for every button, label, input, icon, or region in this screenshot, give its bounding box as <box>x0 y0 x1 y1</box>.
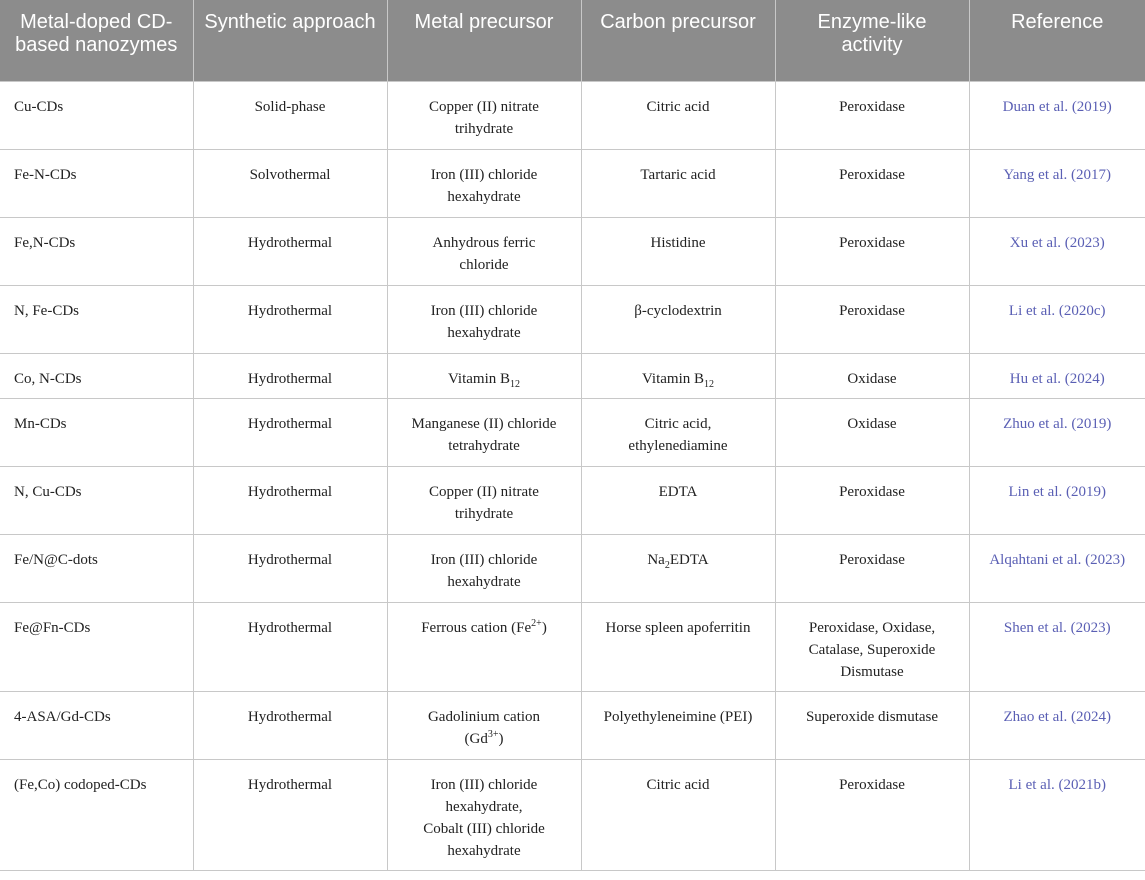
metal-precursor-cell: Iron (III) chloride hexahydrate <box>387 149 581 217</box>
approach-cell: Hydrothermal <box>193 398 387 466</box>
approach-cell: Solvothermal <box>193 149 387 217</box>
table-row <box>0 149 1145 217</box>
reference-link[interactable]: Hu et al. (2024) <box>969 353 1145 398</box>
table-row <box>0 81 1145 149</box>
table-body <box>0 81 1145 870</box>
carbon-precursor-cell: β-cyclodextrin <box>581 285 775 353</box>
carbon-precursor-cell: Citric acid, ethylenediamine <box>581 398 775 466</box>
activity-cell: Peroxidase <box>775 285 969 353</box>
activity-cell: Superoxide dismutase <box>775 691 969 759</box>
reference-link[interactable]: Alqahtani et al. (2023) <box>969 534 1145 602</box>
nanozyme-cell: Fe/N@C-dots <box>0 534 193 602</box>
metal-precursor-cell: Copper (II) nitrate trihydrate <box>387 466 581 534</box>
carbon-precursor-cell: Polyethyleneimine (PEI) <box>581 691 775 759</box>
metal-precursor-cell: Manganese (II) chloride tetrahydrate <box>387 398 581 466</box>
approach-cell: Hydrothermal <box>193 759 387 870</box>
reference-link[interactable]: Yang et al. (2017) <box>969 149 1145 217</box>
reference-link[interactable]: Li et al. (2021b) <box>969 759 1145 870</box>
table-row <box>0 466 1145 534</box>
metal-precursor-cell: Iron (III) chloride hexahydrate, Cobalt (III) chloride hexahydrate <box>387 759 581 870</box>
nanozyme-cell: N, Cu-CDs <box>0 466 193 534</box>
approach-cell: Hydrothermal <box>193 466 387 534</box>
reference-link[interactable]: Li et al. (2020c) <box>969 285 1145 353</box>
header-row <box>0 0 1145 81</box>
nanozyme-cell: Fe@Fn-CDs <box>0 602 193 691</box>
activity-cell: Peroxidase <box>775 466 969 534</box>
header-carbon-precursor: Carbon precursor <box>581 0 775 81</box>
table-row <box>0 285 1145 353</box>
metal-precursor-cell: Iron (III) chloride hexahydrate <box>387 285 581 353</box>
metal-precursor-cell: Gadolinium cation $(Gd^{3+})$ <box>387 691 581 759</box>
metal-precursor-cell: Copper (II) nitrate trihydrate <box>387 81 581 149</box>
nanozyme-cell: Fe,N-CDs <box>0 217 193 285</box>
carbon-precursor-cell: Citric acid <box>581 81 775 149</box>
nanozyme-cell: (Fe,Co) codoped-CDs <box>0 759 193 870</box>
carbon-precursor-cell: Horse spleen apoferritin <box>581 602 775 691</box>
header-reference: Reference <box>969 0 1145 81</box>
table-header <box>0 0 1145 81</box>
table-row <box>0 691 1145 759</box>
table-row <box>0 602 1145 691</box>
activity-cell: Oxidase <box>775 353 969 398</box>
table-row <box>0 217 1145 285</box>
reference-link[interactable]: Zhao et al. (2024) <box>969 691 1145 759</box>
activity-cell: Peroxidase, Oxidase, Catalase, Superoxide Dismutase <box>775 602 969 691</box>
header-nanozyme: Metal-doped CD-based nanozymes <box>0 0 193 81</box>
nanozyme-cell: 4-ASA/Gd-CDs <box>0 691 193 759</box>
approach-cell: Solid-phase <box>193 81 387 149</box>
approach-cell: Hydrothermal <box>193 602 387 691</box>
metal-precursor-cell: Anhydrous ferric chloride <box>387 217 581 285</box>
carbon-precursor-cell: Histidine <box>581 217 775 285</box>
header-metal-precursor: Metal precursor <box>387 0 581 81</box>
header-synthetic-approach: Synthetic approach <box>193 0 387 81</box>
nanozyme-cell: N, Fe-CDs <box>0 285 193 353</box>
table-row <box>0 534 1145 602</box>
reference-link[interactable]: Zhuo et al. (2019) <box>969 398 1145 466</box>
activity-cell: Peroxidase <box>775 81 969 149</box>
carbon-precursor-cell: Citric acid <box>581 759 775 870</box>
nanozyme-cell: Fe-N-CDs <box>0 149 193 217</box>
nanozyme-cell: Mn-CDs <box>0 398 193 466</box>
approach-cell: Hydrothermal <box>193 217 387 285</box>
table-row <box>0 759 1145 870</box>
reference-link[interactable]: Lin et al. (2019) <box>969 466 1145 534</box>
activity-cell: Peroxidase <box>775 217 969 285</box>
activity-cell: Peroxidase <box>775 534 969 602</box>
reference-link[interactable]: Shen et al. (2023) <box>969 602 1145 691</box>
nanozyme-cell: Cu-CDs <box>0 81 193 149</box>
metal-precursor-cell: Ferrous cation $(Fe^{2+})$ <box>387 602 581 691</box>
approach-cell: Hydrothermal <box>193 353 387 398</box>
carbon-precursor-cell: EDTA <box>581 466 775 534</box>
approach-cell: Hydrothermal <box>193 691 387 759</box>
carbon-precursor-cell: $Na_2EDTA$ <box>581 534 775 602</box>
activity-cell: Peroxidase <box>775 149 969 217</box>
carbon-precursor-cell: Vitamin $B_{12}$ <box>581 353 775 398</box>
nanozyme-cell: Co, N-CDs <box>0 353 193 398</box>
reference-link[interactable]: Xu et al. (2023) <box>969 217 1145 285</box>
header-enzyme-activity: Enzyme-like activity <box>775 0 969 81</box>
reference-link[interactable]: Duan et al. (2019) <box>969 81 1145 149</box>
approach-cell: Hydrothermal <box>193 285 387 353</box>
activity-cell: Peroxidase <box>775 759 969 870</box>
metal-precursor-cell: Vitamin $B_{12}$ <box>387 353 581 398</box>
approach-cell: Hydrothermal <box>193 534 387 602</box>
table-row <box>0 353 1145 398</box>
carbon-precursor-cell: Tartaric acid <box>581 149 775 217</box>
table-row <box>0 398 1145 466</box>
activity-cell: Oxidase <box>775 398 969 466</box>
metal-precursor-cell: Iron (III) chloride hexahydrate <box>387 534 581 602</box>
